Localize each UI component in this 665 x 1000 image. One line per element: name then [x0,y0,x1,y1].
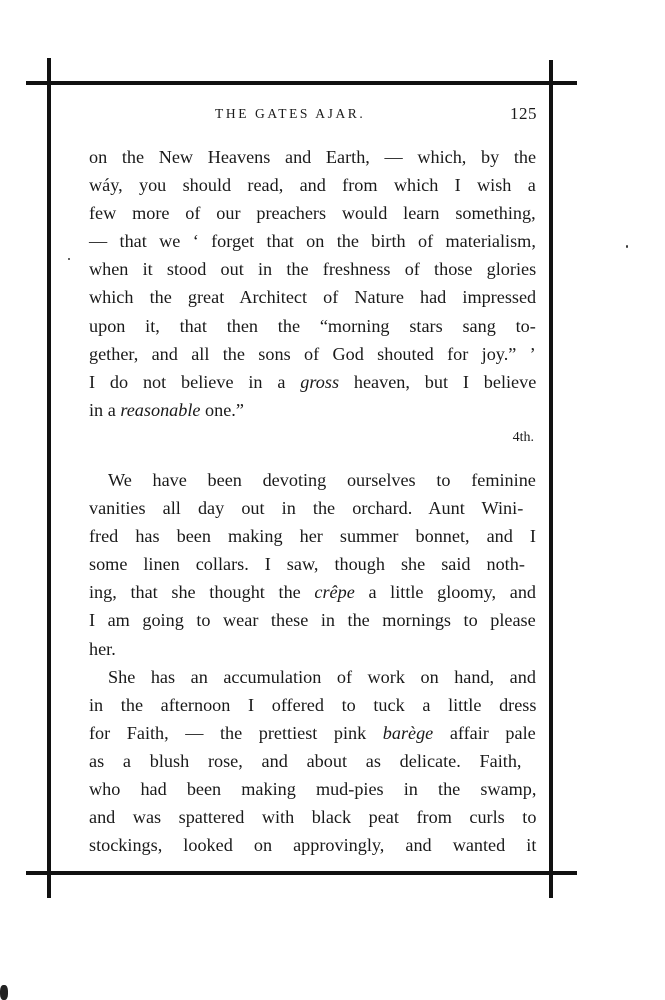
text-line: in the afternoon I offered to tuck a little dress [89,694,537,715]
text-line: vanities all day out in the orchard. Aunt Wini- [89,498,524,519]
border-rule-right [549,60,553,898]
italic-emphasis: gross [300,371,340,392]
text-line: I do not believe in a gross heaven, but I believe [89,371,537,392]
text-line: gether, and all the sons of God shouted for joy.” ’ [89,343,536,364]
paragraph-letter-quote [89,143,536,424]
text-line: who had been making mud-pies in the swamp, [89,778,537,799]
page-number: 125 [510,104,537,123]
border-rule-top [26,81,577,85]
running-title: THE GATES AJAR. [215,106,366,121]
page-body [89,143,536,859]
text-line: some linen collars. I saw, though she said noth- [89,554,525,575]
diary-dateline: 4th. [512,429,534,445]
paper-speck [0,985,8,1000]
text-line: as a blush rose, and about as delicate. Faith, [89,750,522,771]
text-line: in a reasonable one.” [89,399,244,420]
text-line: when it stood out in the freshness of those glories [89,259,537,280]
text-line: We have been devoting ourselves to feminine [108,469,536,490]
border-rule-left [47,58,51,898]
paper-speck [626,245,628,248]
text-line: and was spattered with black peat from curls to [89,807,537,828]
paragraph-accumulation [89,663,536,860]
border-rule-bottom [26,871,577,875]
paragraph-vanities [89,466,536,663]
italic-emphasis: reasonable [120,399,201,420]
text-line: which the great Architect of Nature had impressed [89,287,537,308]
italic-emphasis: crêpe [314,582,355,603]
italic-emphasis: barège [382,722,434,743]
text-line: her. [89,638,116,659]
text-line: stockings, looked on approvingly, and wanted it [89,835,537,856]
text-line: on the New Heavens and Earth, — which, by the [89,147,537,167]
text-line: — that we ‘ forget that on the birth of materialism, [89,231,536,252]
text-line: fred has been making her summer bonnet, and I [89,526,536,547]
text-line: few more of our preachers would learn something, [89,203,536,224]
text-line: for Faith, — the prettiest pink barège affair pale [89,722,536,743]
text-line: wáy, you should read, and from which I wish a [89,175,536,196]
running-head [117,104,537,128]
text-line: I am going to wear these in the mornings to please [89,610,536,631]
text-line: ing, that she thought the crêpe a little gloomy, and [89,582,537,603]
text-line: upon it, that then the “morning stars sang to- [89,315,536,336]
text-line: She has an accumulation of work on hand, and [108,666,536,687]
paper-speck [68,258,70,260]
